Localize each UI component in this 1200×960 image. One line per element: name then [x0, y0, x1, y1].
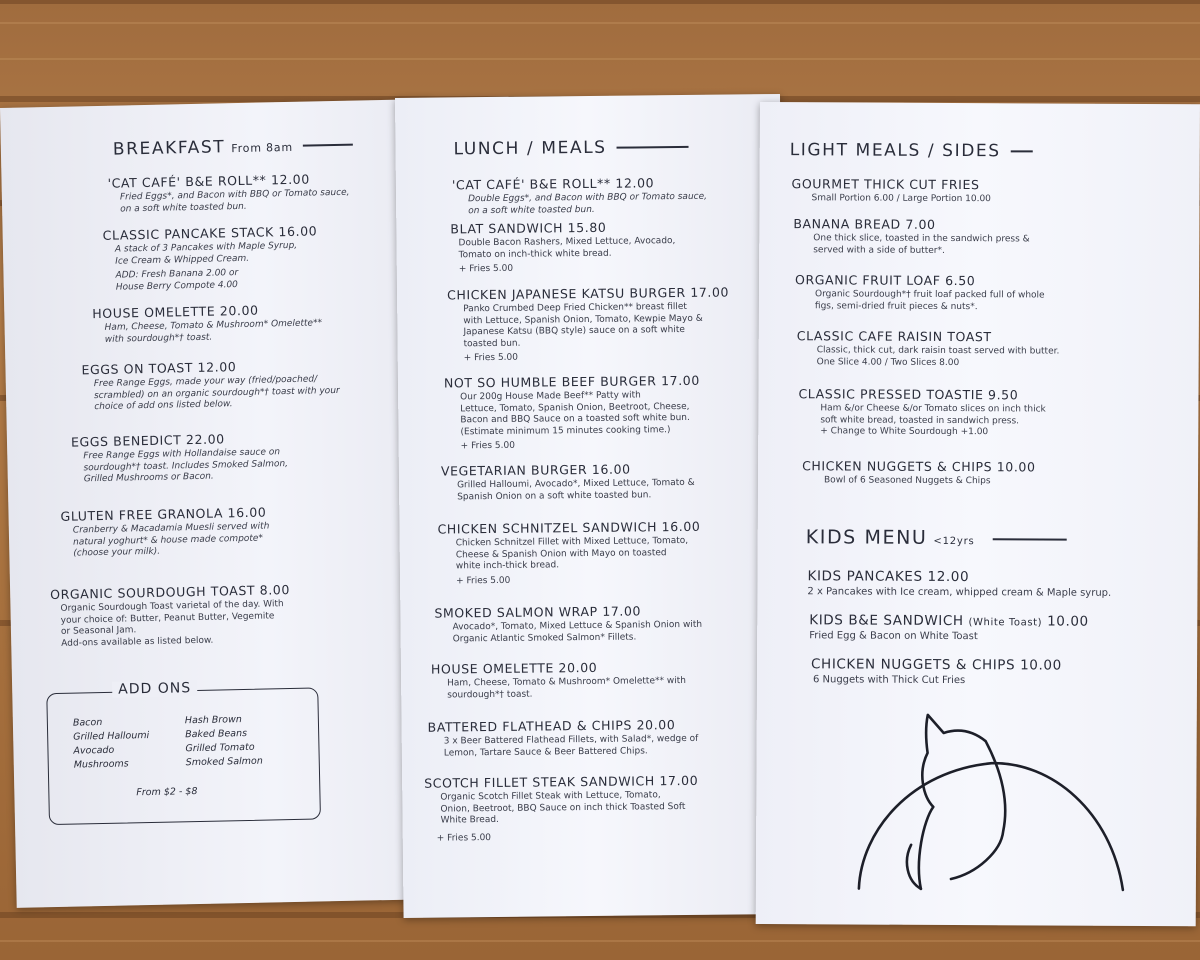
item-desc: figs, semi-dried fruit pieces & nuts*. — [814, 300, 978, 312]
item-name: NOT SO HUMBLE BEEF BURGER 17.00 — [443, 372, 700, 391]
item-name: EGGS ON TOAST 12.00 — [81, 359, 237, 378]
item-name: CLASSIC CAFE RAISIN TOAST — [796, 328, 992, 345]
addon-item: Mushrooms — [73, 758, 129, 771]
menu-item — [797, 328, 1060, 369]
item-desc: your choice of: Butter, Peanut Butter, Vegemite — [60, 610, 275, 626]
item-desc: Add-ons available as listed below. — [61, 635, 214, 649]
menu-item — [107, 171, 349, 216]
item-name: 'CAT CAFÉ' B&E ROLL** 12.00 — [107, 171, 310, 191]
item-desc: choice of add ons listed below. — [94, 399, 233, 413]
item-name: CHICKEN NUGGETS & CHIPS 10.00 — [802, 458, 1036, 475]
item-name: KIDS B&E SANDWICH — [809, 612, 964, 630]
item-desc: One thick slice, toasted in the sandwich press & — [813, 233, 1030, 245]
item-desc: Double Eggs*, and Bacon with BBQ or Tomato sauce, — [468, 191, 708, 205]
item-name: CLASSIC PANCAKE STACK 16.00 — [102, 223, 318, 243]
menu-item — [798, 386, 1046, 439]
item-desc: ADD: Fresh Banana 2.00 or — [115, 268, 239, 281]
item-desc: Lemon, Tartare Sauce & Beer Battered Chips. — [443, 745, 648, 759]
item-desc: sourdough*† toast. Includes Smoked Salmon, — [83, 458, 289, 473]
item-desc: Our 200g House Made Beef** Patty with — [460, 390, 641, 403]
item-desc: Chicken Schnitzel Fillet with Mixed Lettuce, Tomato, — [455, 535, 689, 549]
item-desc: Bowl of 6 Seasoned Nuggets & Chips — [823, 475, 991, 487]
title-rule — [303, 144, 353, 147]
item-name: EGGS BENEDICT 22.00 — [70, 431, 225, 450]
title-rule — [1011, 150, 1033, 152]
item-desc: Double Bacon Rashers, Mixed Lettuce, Avocado, — [458, 236, 676, 249]
item-desc: toasted bun. — [463, 338, 521, 349]
item-name: 'CAT CAFÉ' B&E ROLL** 12.00 — [451, 175, 655, 193]
item-desc: sourdough*† toast. — [447, 689, 533, 700]
item-desc: soft white bread, toasted in sandwich press. — [820, 414, 1020, 426]
item-desc: White Bread. — [440, 814, 499, 826]
cat-tail-arc — [859, 762, 1124, 889]
item-price: 10.00 — [1047, 613, 1089, 630]
item-desc: Ham, Cheese, Tomato & Mushroom* Omelette** with — [447, 675, 686, 689]
item-desc: served with a side of butter*. — [813, 244, 945, 256]
item-name: BANANA BREAD 7.00 — [793, 216, 936, 232]
fries-addon: + Fries 5.00 — [458, 263, 514, 275]
item-desc: A stack of 3 Pancakes with Maple Syrup, — [114, 240, 298, 255]
item-desc: Grilled Mushrooms or Bacon. — [83, 471, 214, 485]
item-desc: or Seasonal Jam. — [60, 625, 137, 637]
item-desc: Organic Sourdough*† fruit loaf packed full of whole — [814, 289, 1045, 301]
item-name: CLASSIC PRESSED TOASTIE 9.50 — [798, 386, 1019, 403]
addon-item: Avocado — [73, 744, 115, 757]
item-desc: Cheese & Spanish Onion with Mayo on toasted — [455, 547, 667, 560]
item-desc: with sourdough*† toast. — [104, 332, 213, 345]
item-desc: Avocado*, Tomato, Mixed Lettuce & Spanish Onion with — [452, 619, 703, 633]
item-desc: Spanish Onion on a soft white toasted bun. — [457, 489, 652, 502]
item-desc: 3 x Beer Battered Flathead Fillets, with Salad*, wedge of — [443, 733, 699, 747]
title-rule — [617, 146, 689, 149]
menu-item — [92, 301, 322, 346]
item-name: HOUSE OMELETTE 20.00 — [430, 659, 598, 677]
menu-item — [444, 373, 701, 452]
breakfast-heading: BREAKFAST — [112, 137, 226, 160]
item-desc: Organic Atlantic Smoked Salmon* Fillets. — [452, 632, 637, 644]
item-desc: Organic Sourdough Toast varietal of the day. With — [60, 599, 284, 614]
cat-body — [919, 715, 1006, 889]
menu-item — [447, 285, 730, 364]
breakfast-hours: From 8am — [231, 140, 294, 156]
item-note: (White Toast) — [968, 617, 1043, 629]
item-desc: Fried Eggs*, and Bacon with BBQ or Tomato sauce, — [119, 187, 350, 203]
item-name: SCOTCH FILLET STEAK SANDWICH 17.00 — [424, 772, 699, 791]
item-desc: Classic, thick cut, dark raisin toast served with butter. — [816, 345, 1060, 357]
lunch-panel — [395, 94, 789, 918]
kids-title — [806, 526, 1067, 549]
item-desc: Japanese Katsu (BBQ style) sauce on a soft white — [463, 324, 685, 338]
menu-item — [103, 223, 319, 293]
addon-item: Bacon — [72, 716, 103, 729]
addon-item: Grilled Halloumi — [73, 730, 150, 743]
menu-item — [60, 504, 270, 560]
item-desc: Grilled Halloumi, Avocado*, Mixed Lettuce, Tomato & — [457, 477, 695, 491]
item-desc: Bacon and BBQ Sauce on a toasted soft white bun. — [460, 412, 690, 426]
item-name: GLUTEN FREE GRANOLA 16.00 — [60, 504, 267, 524]
item-desc: Fried Egg & Bacon on White Toast — [809, 630, 978, 643]
fries-addon: + Fries 5.00 — [436, 832, 492, 844]
menu-item — [807, 568, 1111, 599]
addons-left-column — [73, 715, 150, 773]
menu-item — [441, 461, 695, 504]
fries-addon: + Fries 5.00 — [463, 352, 519, 364]
menu-item — [71, 430, 289, 486]
item-name: BLAT SANDWICH 15.80 — [450, 219, 607, 237]
breakfast-title — [113, 135, 353, 160]
item-desc: Cranberry & Macadamia Muesli served with — [72, 521, 270, 536]
item-name: CHICKEN JAPANESE KATSU BURGER 17.00 — [446, 284, 730, 303]
item-name: GOURMET THICK CUT FRIES — [791, 176, 980, 193]
title-rule — [993, 538, 1067, 540]
item-name: VEGETARIAN BURGER 16.00 — [440, 461, 631, 479]
item-name: CHICKEN NUGGETS & CHIPS 10.00 — [811, 656, 1062, 674]
menu-item — [450, 219, 675, 274]
menu-item — [437, 519, 701, 586]
menu-item — [809, 612, 1089, 643]
item-desc: 2 x Pancakes with Ice cream, whipped cream & Maple syrup. — [807, 586, 1112, 599]
item-desc: Organic Scotch Fillet Steak with Lettuce, Tomato, — [440, 790, 661, 803]
breakfast-panel — [0, 99, 447, 908]
menu-item — [431, 659, 686, 702]
addons-right-column — [185, 713, 263, 771]
kids-age: <12yrs — [933, 535, 975, 548]
item-name: CHICKEN SCHNITZEL SANDWICH 16.00 — [437, 518, 701, 537]
item-desc: natural yoghurt* & house made compote* — [73, 533, 264, 548]
item-name: KIDS PANCAKES 12.00 — [807, 568, 970, 586]
item-desc: One Slice 4.00 / Two Slices 8.00 — [816, 356, 960, 368]
menu-item — [795, 272, 1045, 313]
menu-item — [452, 175, 707, 218]
menu-item — [428, 717, 699, 760]
item-desc: on a soft white toasted bun. — [120, 201, 247, 215]
item-name: ORGANIC SOURDOUGH TOAST 8.00 — [50, 582, 291, 603]
menu-item — [791, 176, 991, 206]
light-meals-panel — [756, 102, 1200, 926]
kids-heading: KIDS MENU — [805, 526, 928, 549]
addon-item: Smoked Salmon — [185, 755, 263, 769]
item-desc: House Berry Compote 4.00 — [115, 279, 238, 293]
item-name: HOUSE OMELETTE 20.00 — [92, 302, 259, 322]
item-desc: Onion, Beetroot, BBQ Sauce on inch thick Toasted Soft — [440, 801, 686, 815]
menu-item — [811, 656, 1062, 687]
item-desc: Small Portion 6.00 / Large Portion 10.00 — [811, 193, 991, 205]
menu-item — [802, 458, 1036, 488]
fries-addon: + Fries 5.00 — [460, 440, 515, 452]
item-desc: Lettuce, Tomato, Spanish Onion, Beetroot, Cheese, — [460, 401, 690, 414]
addon-item: Hash Brown — [184, 714, 242, 727]
addons-price: From $2 - $8 — [136, 786, 198, 799]
item-desc: (choose your milk). — [73, 546, 161, 559]
item-desc: Panko Crumbed Deep Fried Chicken** breast fillet — [463, 301, 687, 315]
fries-addon: + Fries 5.00 — [456, 575, 511, 586]
addons-title: ADD ONS — [112, 680, 197, 698]
menu-item — [434, 603, 702, 646]
item-desc: Tomato on inch-thick white bread. — [458, 248, 612, 260]
menu-item — [81, 357, 340, 414]
lunch-heading: LUNCH / MEALS — [453, 137, 607, 160]
item-desc: + Change to White Sourdough +1.00 — [820, 426, 989, 438]
item-desc: Ham &/or Cheese &/or Tomato slices on inch thick — [820, 403, 1046, 415]
lunch-title — [453, 137, 688, 159]
item-desc: Ham, Cheese, Tomato & Mushroom* Omelette** — [104, 318, 323, 333]
item-desc: scrambled) on an organic sourdough*† toast with your — [93, 385, 340, 401]
item-desc: on a soft white toasted bun. — [468, 204, 595, 216]
item-desc: with Lettuce, Spanish Onion, Tomato, Kewpie Mayo & — [463, 313, 703, 326]
item-desc: 6 Nuggets with Thick Cut Fries — [812, 674, 966, 687]
light-title — [790, 140, 1033, 161]
item-desc: Ice Cream & Whipped Cream. — [115, 253, 250, 267]
light-heading: LIGHT MEALS / SIDES — [789, 140, 1001, 162]
item-name: SMOKED SALMON WRAP 17.00 — [434, 603, 642, 621]
item-name: ORGANIC FRUIT LOAF 6.50 — [795, 272, 976, 289]
item-desc: white inch-thick bread. — [455, 560, 560, 572]
menu-item — [50, 582, 291, 650]
item-desc: Free Range Eggs, made your way (fried/poached/ — [93, 374, 318, 390]
item-desc: Free Range Eggs with Hollandaise sauce on — [83, 447, 281, 462]
addon-item: Baked Beans — [185, 727, 248, 741]
item-desc: (Estimate minimum 15 minutes cooking time.) — [460, 424, 671, 437]
menu-item — [424, 773, 699, 843]
menu-item — [793, 216, 1030, 257]
cat-logo-icon — [851, 710, 1132, 901]
item-name: BATTERED FLATHEAD & CHIPS 20.00 — [427, 717, 676, 735]
addon-item: Grilled Tomato — [185, 741, 255, 755]
